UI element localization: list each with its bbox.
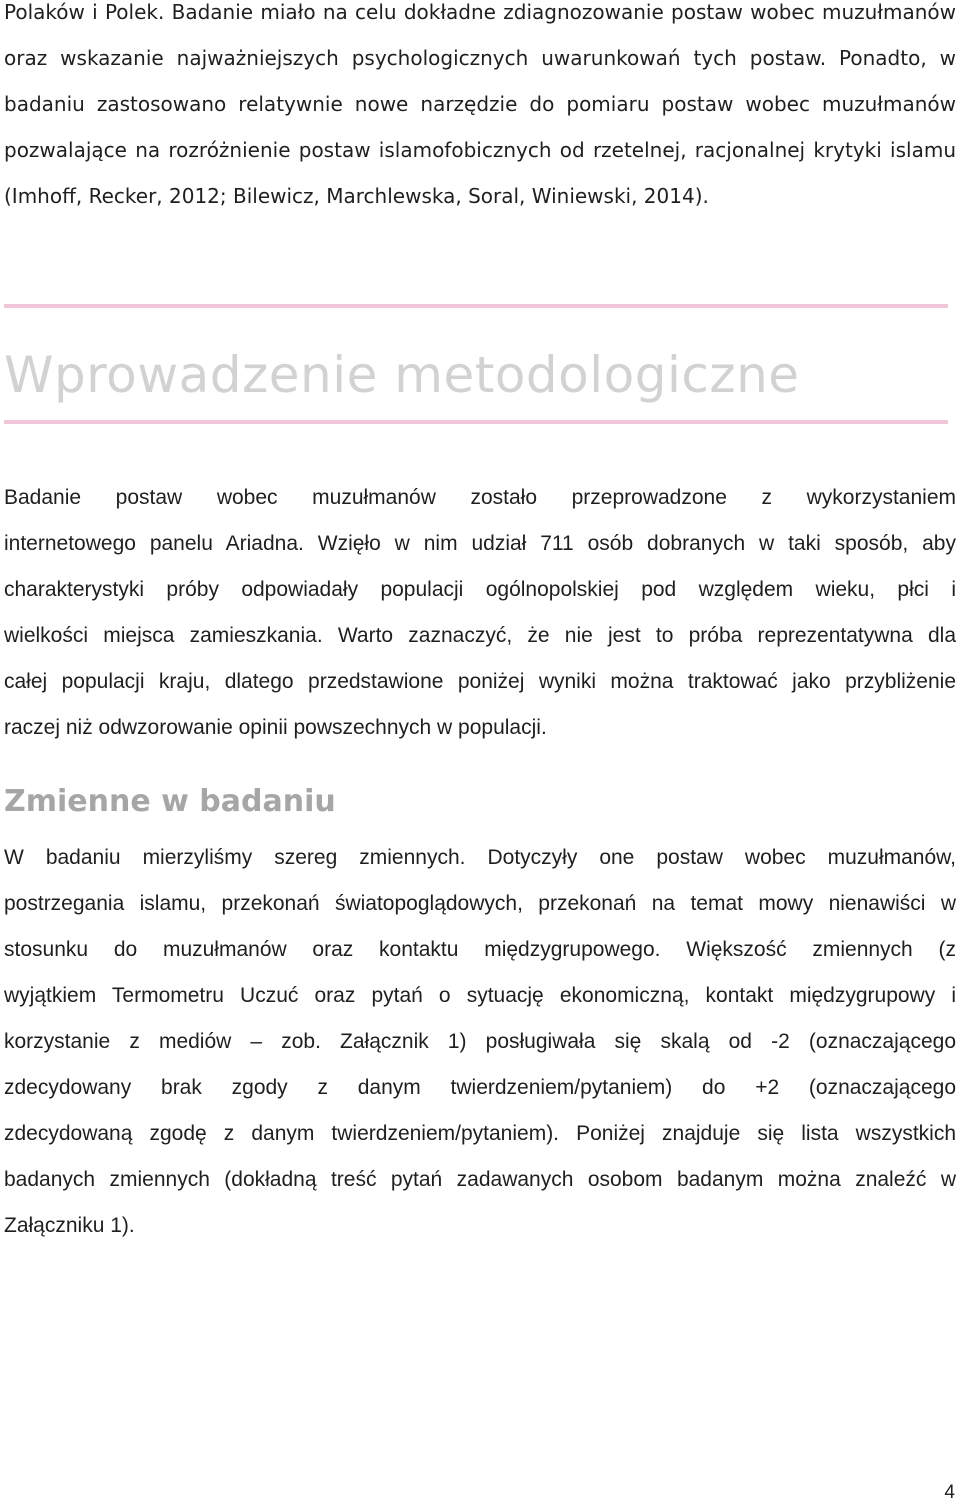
variables-line: stosunku do muzułmanów oraz kontaktu międzygrupowego. Większość zmiennych (z <box>4 938 956 961</box>
method-line: charakterystyki próby odpowiadały populacji ogólnopolskiej pod względem wieku, płci i <box>4 578 956 601</box>
intro-paragraph <box>4 0 956 219</box>
method-line: internetowego panelu Ariadna. Wzięło w nim udział 711 osób dobranych w taki sposób, aby <box>4 532 956 555</box>
intro-line: Polaków i Polek. Badanie miało na celu dokładne zdiagnozowanie postaw wobec muzułmanów <box>4 0 956 24</box>
method-line: całej populacji kraju, dlatego przedstawione poniżej wyniki można traktować jako przybliżenie <box>4 670 956 693</box>
page-number: 4 <box>944 1482 955 1503</box>
intro-line: badaniu zastosowano relatywnie nowe narzędzie do pomiaru postaw wobec muzułmanów <box>4 92 956 116</box>
section-rule-bottom <box>4 420 948 424</box>
intro-line: pozwalające na rozróżnienie postaw islamofobicznych od rzetelnej, racjonalnej krytyki islamu <box>4 138 956 162</box>
intro-line: (Imhoff, Recker, 2012; Bilewicz, Marchlewska, Soral, Winiewski, 2014). <box>4 184 709 208</box>
method-line: Badanie postaw wobec muzułmanów zostało przeprowadzone z wykorzystaniem <box>4 486 956 509</box>
section-rule-top <box>4 304 948 308</box>
subsection-title: Zmienne w badaniu <box>4 784 336 819</box>
section-title: Wprowadzenie metodologiczne <box>4 346 800 404</box>
variables-line: zdecydowaną zgodę z danym twierdzeniem/pytaniem). Poniżej znajduje się lista wszystkich <box>4 1122 956 1145</box>
method-line: wielkości miejsca zamieszkania. Warto zaznaczyć, że nie jest to próba reprezentatywna dla <box>4 624 956 647</box>
variables-paragraph <box>4 835 956 1249</box>
variables-line: postrzegania islamu, przekonań światopoglądowych, przekonań na temat mowy nienawiści w <box>4 892 956 915</box>
intro-line: oraz wskazanie najważniejszych psychologicznych uwarunkowań tych postaw. Ponadto, w <box>4 46 956 70</box>
method-paragraph <box>4 475 956 751</box>
variables-line: badanych zmiennych (dokładną treść pytań zadawanych osobom badanym można znaleźć w <box>4 1168 956 1191</box>
method-line: raczej niż odwzorowanie opinii powszechnych w populacji. <box>4 716 547 739</box>
variables-line: zdecydowany brak zgody z danym twierdzeniem/pytaniem) do +2 (oznaczającego <box>4 1076 956 1099</box>
variables-line: korzystanie z mediów – zob. Załącznik 1) posługiwała się skalą od -2 (oznaczającego <box>4 1030 956 1053</box>
variables-line: W badaniu mierzyliśmy szereg zmiennych. Dotyczyły one postaw wobec muzułmanów, <box>4 846 956 869</box>
variables-line: wyjątkiem Termometru Uczuć oraz pytań o sytuację ekonomiczną, kontakt międzygrupowy i <box>4 984 956 1007</box>
variables-line: Załączniku 1). <box>4 1214 135 1237</box>
